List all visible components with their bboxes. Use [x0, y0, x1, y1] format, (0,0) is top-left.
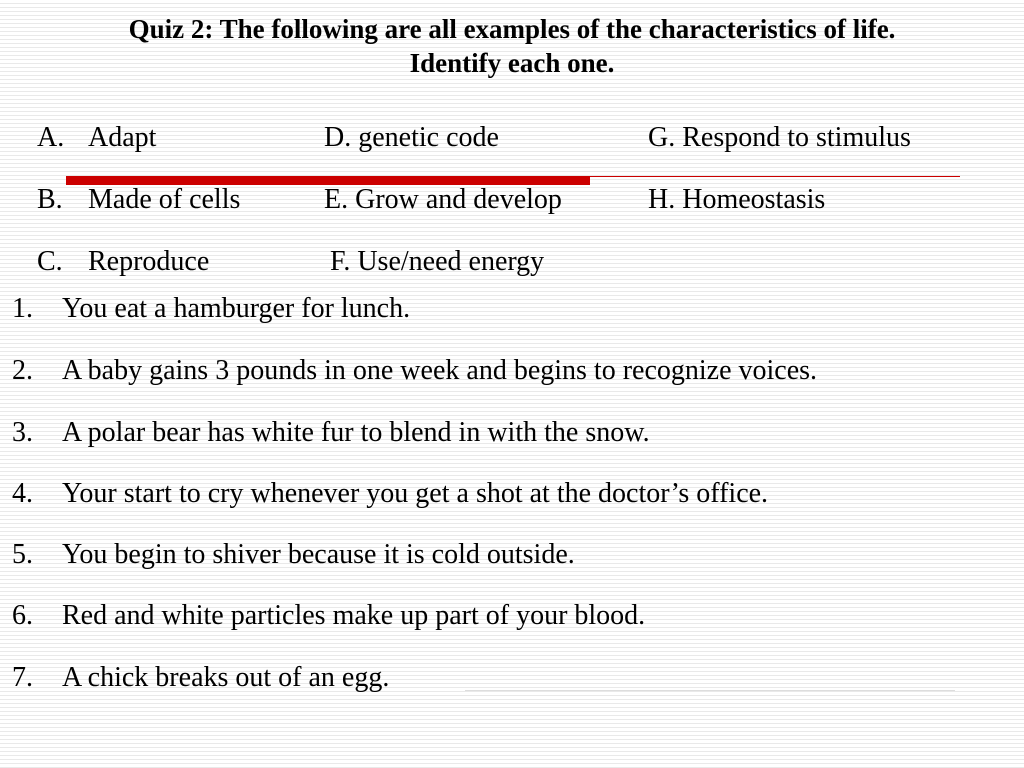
- question-number: 1.: [12, 293, 33, 324]
- question-number: 3.: [12, 417, 33, 448]
- title-line-1: Quiz 2: The following are all examples of the characteristics of life.: [128, 14, 896, 44]
- accent-rule: [590, 176, 960, 177]
- question-text: A baby gains 3 pounds in one week and begins to recognize voices.: [62, 355, 818, 386]
- option-letter: B.: [37, 184, 63, 215]
- question-text: A polar bear has white fur to blend in with the snow.: [62, 417, 650, 448]
- option-g: [648, 122, 911, 154]
- option-h: [648, 184, 825, 216]
- question-text: Your start to cry whenever you get a shot at the doctor’s office.: [62, 478, 769, 509]
- title-line-2: Identify each one.: [409, 48, 615, 78]
- question-text: Red and white particles make up part of your blood.: [62, 600, 646, 631]
- bottom-rule: [465, 690, 955, 691]
- question-text: A chick breaks out of an egg.: [62, 662, 390, 693]
- option-text: Reproduce: [88, 246, 210, 277]
- question-number: 5.: [12, 539, 33, 570]
- question-text: You begin to shiver because it is cold outside.: [62, 539, 575, 570]
- option-text: E. Grow and develop: [324, 184, 562, 215]
- quiz-title: [0, 12, 1024, 80]
- option-text: F. Use/need energy: [330, 246, 545, 277]
- question-number: 6.: [12, 600, 33, 631]
- option-letter: C.: [37, 246, 63, 277]
- option-text: Adapt: [88, 122, 157, 153]
- option-d: [324, 122, 499, 154]
- option-text: G. Respond to stimulus: [648, 122, 911, 153]
- option-text: D. genetic code: [324, 122, 499, 153]
- option-letter: A.: [37, 122, 65, 153]
- question-text: You eat a hamburger for lunch.: [62, 293, 411, 324]
- option-e: [324, 184, 562, 216]
- option-f: [330, 246, 544, 278]
- option-text: H. Homeostasis: [648, 184, 826, 215]
- question-number: 2.: [12, 355, 33, 386]
- option-text: Made of cells: [88, 184, 241, 215]
- question-number: 7.: [12, 662, 33, 693]
- question-number: 4.: [12, 478, 33, 509]
